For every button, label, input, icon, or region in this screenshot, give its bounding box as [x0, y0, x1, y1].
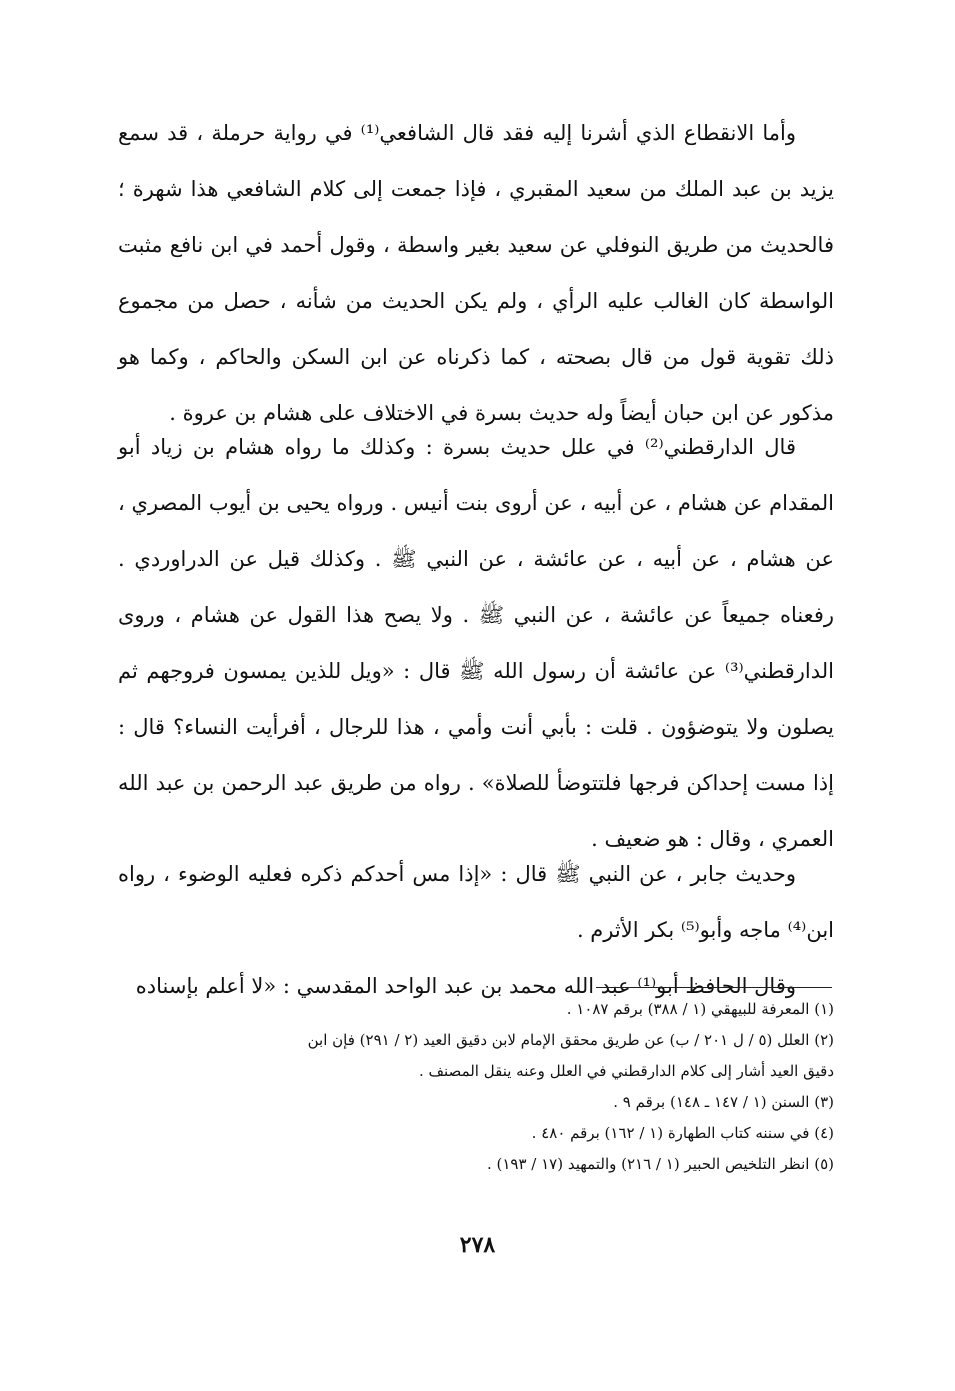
paragraph-block-3 [118, 846, 834, 1014]
footnote-2-continuation: دقيق العيد أشار إلى كلام الدارقطني في العلل وعنه ينقل المصنف . [418, 1062, 834, 1080]
page-number: ٢٧٨ [459, 1232, 496, 1258]
footnote-3: (٣) السنن (١ / ١٤٧ ـ ١٤٨) برقم ٩ . [613, 1093, 834, 1111]
paragraph-text: قال الدارقطني⁽²⁾ في علل حديث بسرة : وكذلك ما رواه هشام بن زياد أبو المقدام عن هشام ، عن أبيه ، عن أروى بنت أنيس . ورواه يحيى بن أيوب المصري ، عن هشام ، عن أبيه ، عن عائشة ، عن النبي ﷺ . وكذلك قيل عن الدراوردي . رفعناه جميعاً عن عائشة ، عن النبي ﷺ . ولا يصح هذا القول عن هشام ، وروى الدارقطني⁽³⁾ عن عائشة أن رسول الله ﷺ قال : «ويل للذين يمسون فروجهم ثم يصلون ولا يتوضؤون . قلت : بأبي أنت وأمي ، هذا للرجال ، أفرأيت النساء؟ قال : إذا مست إحداكن فرجها فلتتوضأ للصلاة» . رواه من طريق عبد الرحمن بن عبد الله العمري ، وقال : هو ضعيف . [118, 435, 834, 851]
footnote-5: (٥) انظر التلخيص الحبير (١ / ٢١٦) والتمهيد (١٧ / ١٩٣) . [486, 1155, 834, 1173]
footnote-separator [596, 987, 832, 988]
footnote-1: (١) المعرفة للبيهقي (١ / ٣٨٨) برقم ١٠٨٧ . [566, 1000, 834, 1018]
paragraph-text: وحديث جابر ، عن النبي ﷺ قال : «إذا مس أحدكم ذكره فعليه الوضوء ، رواه ابن⁽⁴⁾ ماجه وأبو⁽⁵⁾ بكر الأثرم . [118, 862, 834, 942]
paragraph-block-1 [118, 105, 834, 441]
footnote-4: (٤) في سننه كتاب الطهارة (١ / ١٦٢) برقم ٤٨٠ . [531, 1124, 834, 1142]
paragraph-block-2 [118, 419, 834, 867]
footnote-2: (٢) العلل (٥ / ل ٢٠١ / ب) عن طريق محقق الإمام لابن دقيق العيد (٢ / ٢٩١) فإن ابن [307, 1031, 834, 1049]
paragraph-text: وأما الانقطاع الذي أشرنا إليه فقد قال الشافعي⁽¹⁾ في رواية حرملة ، قد سمع يزيد بن عبد الملك من سعيد المقبري ، فإذا جمعت إلى كلام الشافعي هذا شهرة ؛ فالحديث من طريق النوفلي عن سعيد بغير واسطة ، وقول أحمد في ابن نافع مثبت الواسطة كان الغالب عليه الرأي ، ولم يكن الحديث من شأنه ، حصل من مجموع ذلك تقوية قول من قال بصحته ، كما ذكرناه عن ابن السكن والحاكم ، وكما هو مذكور عن ابن حبان أيضاً وله حديث بسرة في الاختلاف على هشام بن عروة . [118, 121, 834, 425]
paragraph-text: وقال الحافظ أبو⁽¹⁾ عبد الله محمد بن عبد الواحد المقدسي : «لا أعلم بإسناده [135, 974, 796, 998]
footnotes [100, 994, 834, 1180]
